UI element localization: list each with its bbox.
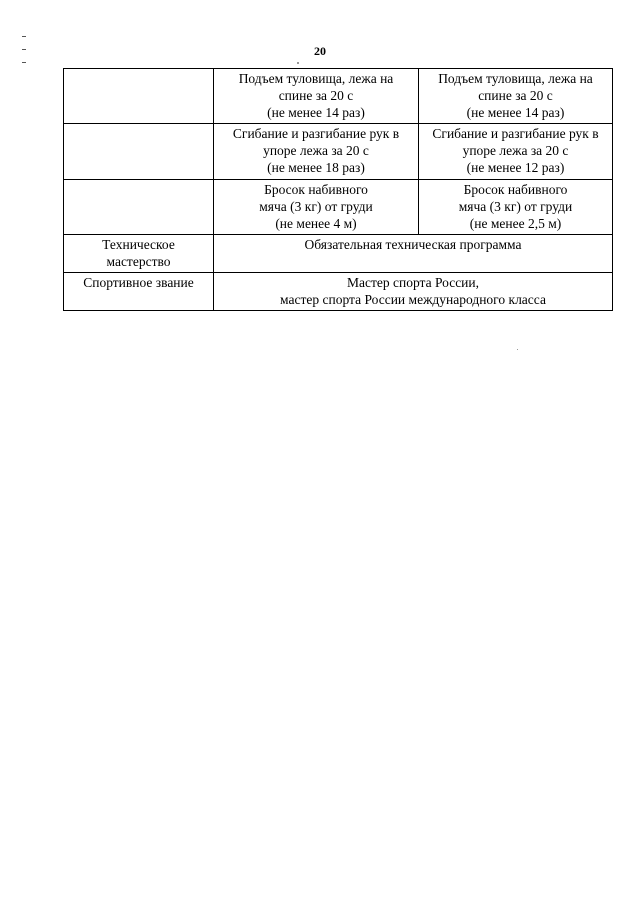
row-label-cell: [64, 69, 214, 124]
row-label-cell: [64, 124, 214, 180]
page-number: 20: [314, 44, 326, 58]
cell-line: Сгибание и разгибание рук в: [432, 126, 599, 141]
cell-line: Мастер спорта России,: [346, 275, 480, 290]
cell-line: (не менее 14 раз): [466, 105, 565, 120]
cell-line: спине за 20 с: [278, 88, 354, 103]
cell-line: Подъем туловища, лежа на: [438, 71, 593, 86]
table-row: [64, 124, 613, 180]
norms-table: [63, 68, 613, 311]
table-row: [64, 180, 613, 235]
cell-line: мяча (3 кг) от груди: [259, 199, 373, 214]
cell-line: Бросок набивного: [463, 182, 568, 197]
cell-line: Техническое: [102, 237, 175, 252]
cell-line: мяча (3 кг) от груди: [458, 199, 573, 214]
norm-cell-a: [214, 124, 419, 180]
norm-cell-b: [419, 69, 613, 124]
cell-line: (не менее 4 м): [275, 216, 357, 231]
row-label-cell: [64, 180, 214, 235]
technical-label-cell: [64, 235, 214, 273]
norm-cell-a: [214, 69, 419, 124]
cell-line: Спортивное звание: [83, 275, 194, 290]
cell-line: Сгибание и разгибание рук в: [232, 126, 400, 141]
table-row: [64, 69, 613, 124]
technical-value-cell: [214, 235, 613, 273]
table-row: [64, 273, 613, 311]
title-label-cell: [64, 273, 214, 311]
cell-line: (не менее 14 раз): [267, 105, 365, 120]
table-row: [64, 235, 613, 273]
norm-cell-b: [419, 124, 613, 180]
cell-line: упоре лежа за 20 с: [462, 143, 569, 158]
cell-line: Бросок набивного: [264, 182, 368, 197]
norm-cell-b: [419, 180, 613, 235]
cell-line: Подъем туловища, лежа на: [238, 71, 394, 86]
cell-line: мастерство: [106, 254, 171, 269]
cell-line: Обязательная техническая программа: [304, 237, 522, 252]
cell-line: спине за 20 с: [478, 88, 553, 103]
cell-line: мастер спорта России международного класса: [280, 292, 546, 307]
norm-cell-a: [214, 180, 419, 235]
cell-line: (не менее 2,5 м): [469, 216, 562, 231]
cell-line: (не менее 18 раз): [267, 160, 365, 175]
scan-speck: [517, 349, 518, 350]
cell-line: упоре лежа за 20 с: [263, 143, 369, 158]
title-value-cell: [214, 273, 613, 311]
cell-line: (не менее 12 раз): [466, 160, 565, 175]
scan-speck: [297, 62, 299, 64]
